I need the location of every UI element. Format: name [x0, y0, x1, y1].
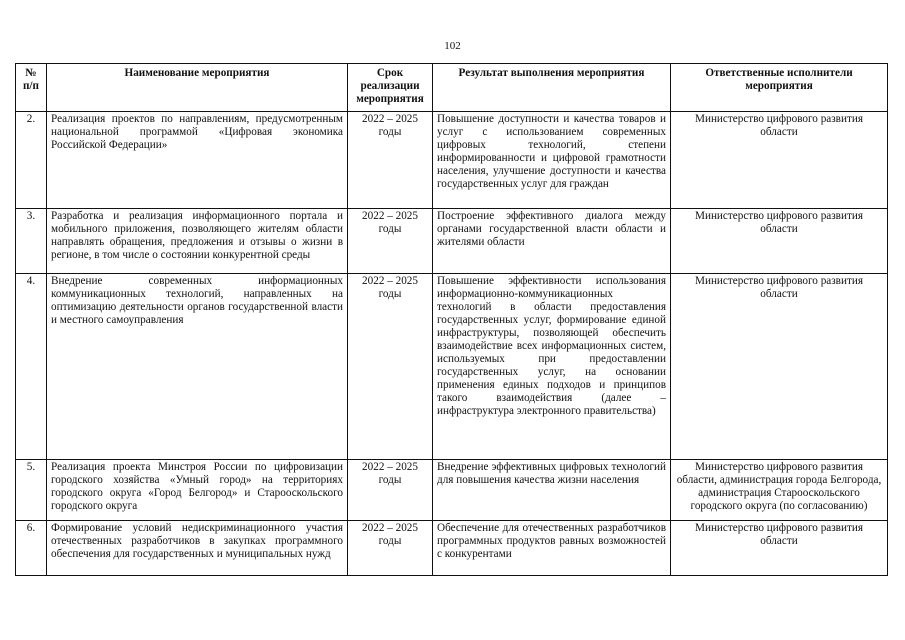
table-header-row	[16, 64, 888, 112]
measure-responsible: Министерство цифрового развития области	[671, 521, 888, 576]
table-row	[16, 209, 888, 274]
measure-name: Формирование условий недискриминационного участия отечественных разработчиков в закупках программного обеспечения для государственных и муниципальных нужд	[47, 521, 348, 576]
measure-name: Реализация проекта Минстроя России по цифровизации городского хозяйства «Умный город» на территориях городского округа «Город Белгород» и Старооскольского городского округа	[47, 460, 348, 521]
measure-result: Построение эффективного диалога между органами государственной власти области и жителями области	[433, 209, 671, 274]
row-number: 4.	[16, 274, 47, 460]
measure-name: Внедрение современных информационных коммуникационных технологий, направленных на оптимизацию деятельности органов государственной власти и местного самоуправления	[47, 274, 348, 460]
measure-result: Обеспечение для отечественных разработчиков программных продуктов равных возможностей с конкурентами	[433, 521, 671, 576]
table-row	[16, 460, 888, 521]
measure-term: 2022 – 2025 годы	[348, 209, 433, 274]
table-row	[16, 521, 888, 576]
header-num: № п/п	[16, 64, 47, 112]
measure-term: 2022 – 2025 годы	[348, 460, 433, 521]
measure-term: 2022 – 2025 годы	[348, 521, 433, 576]
measure-responsible: Министерство цифрового развития области, администрация города Белгорода, администрация Старооскольского городского округа (по согласованию)	[671, 460, 888, 521]
measure-responsible: Министерство цифрового развития области	[671, 112, 888, 209]
measure-result: Внедрение эффективных цифровых технологий для повышения качества жизни населения	[433, 460, 671, 521]
measure-name: Реализация проектов по направлениям, предусмотренным национальной программой «Цифровая экономика Российской Федерации»	[47, 112, 348, 209]
header-result: Результат выполнения мероприятия	[433, 64, 671, 112]
row-number: 6.	[16, 521, 47, 576]
table-row	[16, 112, 888, 209]
page-number: 102	[444, 40, 461, 52]
header-name: Наименование мероприятия	[47, 64, 348, 112]
measure-result: Повышение доступности и качества товаров и услуг с использованием современных цифровых технологий, степени информированности и цифровой грамотности населения, улучшение доступности и качества государственных услуг для граждан	[433, 112, 671, 209]
row-number: 5.	[16, 460, 47, 521]
header-term: Срок реализации мероприятия	[348, 64, 433, 112]
measures-table	[15, 63, 888, 576]
measure-responsible: Министерство цифрового развития области	[671, 209, 888, 274]
measure-term: 2022 – 2025 годы	[348, 112, 433, 209]
measure-responsible: Министерство цифрового развития области	[671, 274, 888, 460]
header-responsible: Ответственные исполнители мероприятия	[671, 64, 888, 112]
measure-term: 2022 – 2025 годы	[348, 274, 433, 460]
row-number: 3.	[16, 209, 47, 274]
measure-name: Разработка и реализация информационного портала и мобильного приложения, позволяющего жителям области направлять обращения, предложения и отзывы о жизни в регионе, в том числе о состоянии конкурентной среды	[47, 209, 348, 274]
row-number: 2.	[16, 112, 47, 209]
measure-result: Повышение эффективности использования информационно-коммуникационных технологий в области предоставления государственных услуг, формирование единой инфраструктуры, позволяющей обеспечить взаимодействие всех информационных систем, используемых при предоставлении государственных услуг, на основании применения единых подходов и принципов такого взаимодействия (далее – инфраструктура электронного правительства)	[433, 274, 671, 460]
table-row	[16, 274, 888, 460]
